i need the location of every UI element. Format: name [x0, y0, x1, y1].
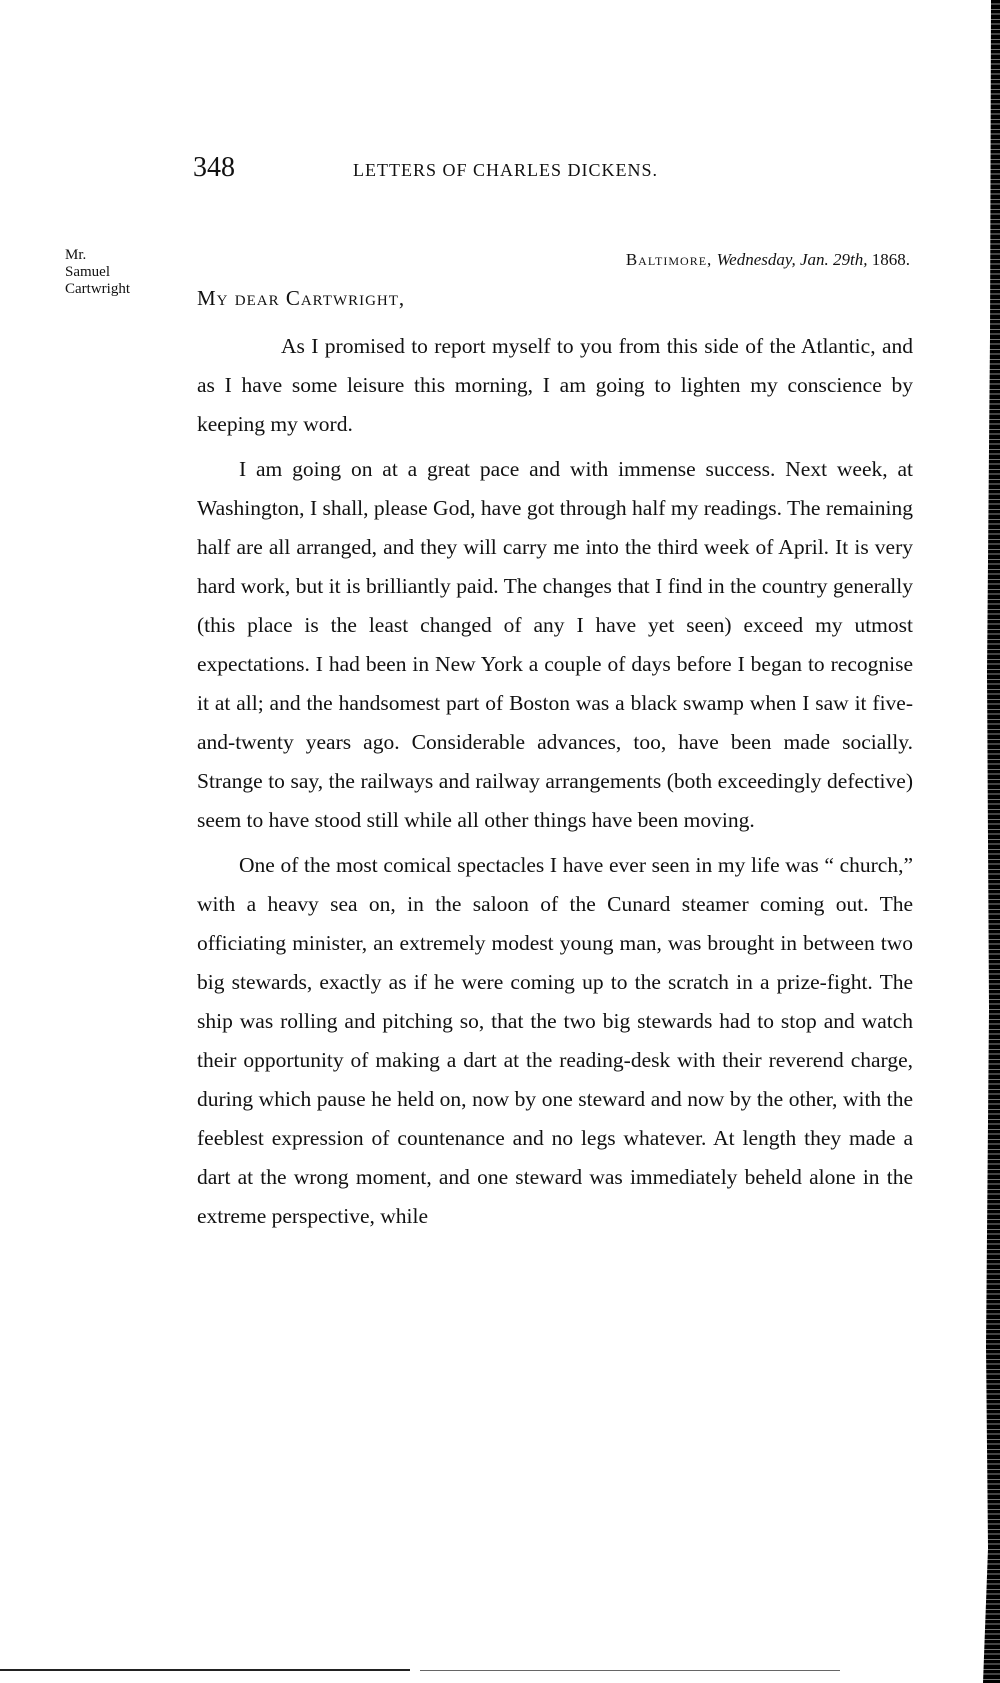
bottom-rule — [420, 1670, 840, 1671]
letter-body — [197, 327, 913, 1242]
running-title: LETTERS OF CHARLES DICKENS. — [353, 160, 659, 180]
page-edge-scan-artifact — [980, 0, 1000, 1683]
dateline-place: Baltimore, — [625, 250, 713, 269]
dateline-year: 1868. — [871, 250, 910, 269]
side-note-line: Cartwright — [65, 281, 130, 297]
side-note-line: Mr. — [65, 247, 87, 263]
page-number: 348 — [193, 152, 235, 183]
dateline-day: Wednesday, Jan. 29th, — [716, 250, 868, 269]
paragraph: I am going on at a great pace and with immense success. Next week, at Washington, I shall, please God, have got through half my readings. The remaining half are all arranged, and they will carry me into the third week of April. It is very hard work, but it is brilliantly paid. The changes that I find in the country generally (this place is the least changed of any I have yet seen) exceed my utmost expectations. I had been in New York a couple of days before I began to recognise it at all; and the handsomest part of Boston was a black swamp when I saw it five-and-twenty years ago. Considerable advances, too, have been made socially. Strange to say, the railways and railway arrangements (both exceedingly defective) seem to have stood still while all other things have been moving. — [197, 457, 913, 832]
side-note — [65, 247, 185, 298]
paragraph: As I promised to report myself to you from this side of the Atlantic, and as I have some leisure this morning, I am going to lighten my conscience by keeping my word. — [197, 334, 913, 436]
dateline — [626, 250, 910, 270]
paragraph: One of the most comical spectacles I have ever seen in my life was “ church,” with a heavy sea on, in the saloon of the Cunard steamer coming out. The officiating minister, an extremely modest young man, was brought in between two big stewards, exactly as if he were coming up to the scratch in a prize-fight. The ship was rolling and pitching so, that the two big stewards had to stop and watch their opportunity of making a dart at the reading-desk with their reverend charge, during which pause he held on, now by one steward and now by the other, with the feeblest expression of countenance and no legs whatever. At length they made a dart at the wrong moment, and one steward was immediately beheld alone in the extreme perspective, while — [197, 853, 913, 1228]
page-header — [193, 152, 923, 192]
bottom-rule — [0, 1669, 410, 1671]
salutation: My dear Cartwright, — [197, 286, 406, 310]
side-note-line: Samuel — [65, 264, 110, 280]
